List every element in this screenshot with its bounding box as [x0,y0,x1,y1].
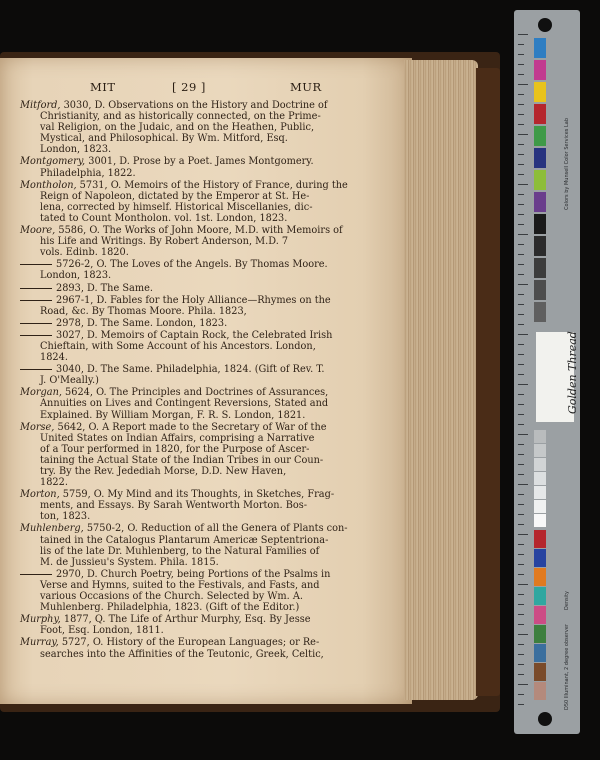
ruler-tick [518,294,524,295]
entry-line [20,375,394,386]
color-swatch [534,302,546,322]
gray-step-swatch [534,444,546,457]
ruler-tick [518,344,524,345]
entry-text: 2970, D. Church Poetry, being Portions of the Psalms in [56,568,331,580]
ruler-tick [518,94,524,95]
ruler-tick [518,504,524,505]
entry-line [20,283,394,294]
entry-line [20,144,394,155]
ruler-tick [518,64,524,65]
ruler-tick [518,654,524,655]
entry-text: try. By the Rev. Jedediah Morse, D.D. New Haven, [40,466,287,477]
entry-text: M. de Jussieu's System. Phila. 1815. [40,556,219,568]
entry-line [20,422,394,433]
entry-text: 1877, Q. The Life of Arthur Murphy, Esq. By Jesse [60,614,311,626]
ruler-tick [518,384,528,385]
ruler-tick [518,284,528,285]
color-swatch [534,148,546,168]
ditto-dash [20,323,52,324]
entry-text: London, 1823. [40,270,112,282]
entry-text: 2967-1, D. Fables for the Holy Alliance—Rhymes on the [56,294,331,306]
target-footer: D50 Illuminant, 2 degree observer [564,624,570,710]
color-swatch [534,682,546,700]
entry-line [20,259,394,270]
entry-line [20,637,394,648]
entry-text: Verse and Hymns, suited to the Festivals, and Fasts, and [40,579,320,591]
entry-text: 5642, O. A Report made to the Secretary of War of the [54,421,327,433]
ruler-tick [518,254,524,255]
catalogue-entry [20,489,394,522]
entry-line [20,500,394,511]
color-swatch [534,587,546,605]
entry-line [20,133,394,144]
ruler-tick [518,564,524,565]
entry-text: 1822. [40,477,68,489]
target-label-box [536,331,579,422]
ditto-dash [20,264,52,265]
entry-line [20,433,394,444]
catalogue-entry [20,330,394,363]
entry-line [20,387,394,398]
header-left: MIT [90,80,116,94]
entry-line [20,295,394,306]
author-name: Morton, [20,489,60,501]
entry-text: lis of the late Dr. Muhlenberg, to the Natural Families of [40,545,320,557]
ruler-tick [518,264,524,265]
entry-line [20,352,394,363]
author-name: Morse, [20,421,55,433]
catalogue-entry [20,225,394,258]
color-swatch [534,82,546,102]
entry-text: his Life and Writings. By Robert Anderson, M.D. 7 [40,236,289,248]
entry-text: Christianity, and as historically connected, on the Prime- [40,111,321,123]
color-swatch [534,549,546,567]
entry-line [20,602,394,613]
catalogue-entry [20,523,394,567]
ruler-tick [518,514,524,515]
color-swatch [534,126,546,146]
entry-line [20,649,394,660]
entry-text: 3040, D. The Same. Philadelphia, 1824. (Gift of Rev. T. [56,364,325,376]
ruler-tick [518,144,524,145]
entry-line [20,318,394,329]
entry-line [20,341,394,352]
entry-text: ments, and Essays. By Sarah Wentworth Morton. Bos- [40,500,308,512]
ruler-tick [518,34,528,35]
entry-line [20,444,394,455]
entry-line [20,191,394,202]
catalogue-entry [20,259,394,281]
entry-text: Foot, Esq. London, 1811. [40,625,164,637]
ruler-tick [518,304,524,305]
ruler-tick [518,474,524,475]
ruler-tick [518,524,524,525]
entry-text: searches into the Affinities of the Teutonic, Greek, Celtic, [40,648,324,660]
gray-step-swatch [534,500,546,513]
ruler-tick [518,634,528,635]
ruler-tick [518,224,524,225]
entry-line [20,306,394,317]
ruler-tick [518,364,524,365]
ruler-tick [518,54,524,55]
gray-step-swatch [534,472,546,485]
entry-text: vols. Edinb. 1820. [40,247,129,259]
color-swatch [534,568,546,586]
ruler-tick [518,424,524,425]
entry-text: London, 1823. [40,144,112,156]
ruler-tick [518,674,524,675]
ruler-tick [518,74,524,75]
entry-line [20,202,394,213]
entry-line [20,122,394,133]
ruler-tick [518,694,524,695]
ruler-scale [518,34,532,714]
ruler-tick [518,194,524,195]
ruler-tick [518,594,524,595]
ruler-tick [518,154,524,155]
entry-line [20,511,394,522]
entry-line [20,523,394,534]
ruler-tick [518,664,524,665]
ruler-tick [518,554,524,555]
entry-line [20,398,394,409]
color-swatch [534,104,546,124]
entry-line [20,455,394,466]
ruler-tick [518,614,524,615]
ruler-tick [518,44,524,45]
ruler-tick [518,334,528,335]
gray-step-swatch [534,430,546,443]
entry-line [20,625,394,636]
entry-line [20,168,394,179]
ditto-dash [20,288,52,289]
color-swatch [534,258,546,278]
entry-line [20,111,394,122]
entry-line [20,489,394,500]
ruler-tick [518,704,524,705]
entry-text: 5727, O. History of the European Languages; or Re- [58,637,320,649]
entry-line [20,557,394,568]
entry-line [20,614,394,625]
entry-line [20,330,394,341]
color-swatch [534,644,546,662]
catalogue-entries [20,100,394,661]
target-label-bottom: Density [564,590,570,610]
running-header [0,80,412,100]
ditto-dash [20,300,52,301]
ruler-tick [518,84,528,85]
color-swatch [534,192,546,212]
entry-text: 5750-2, O. Reduction of all the Genera of Plants con- [83,523,348,535]
entry-text: Mystical, and Philosophical. By Wm. Mitford, Esq. [40,133,288,145]
entry-text: 5726-2, O. The Loves of the Angels. By Thomas Moore. [56,259,328,271]
ruler-tick [518,354,524,355]
ruler-tick [518,394,524,395]
entry-line [20,213,394,224]
ruler-tick [518,374,524,375]
ruler-tick [518,244,524,245]
target-hole-bottom [538,712,552,726]
entry-line [20,236,394,247]
entry-text: 1824. [40,352,68,364]
entry-text: of a Tour performed in 1820, for the Purpose of Ascer- [40,443,310,455]
gray-step-swatch [534,458,546,471]
gray-step-swatch [534,486,546,499]
catalogue-entry [20,422,394,489]
catalogue-entry [20,614,394,636]
ruler-tick [518,544,524,545]
ruler-tick [518,274,524,275]
book-cover-edge [476,68,500,696]
entry-text: Muhlenberg. Philadelphia, 1823. (Gift of the Editor.) [40,602,300,614]
entry-line [20,247,394,258]
color-swatch [534,530,546,548]
entry-text: 3030, D. Observations on the History and Doctrine of [60,100,328,111]
author-name: Morgan, [20,387,62,399]
entry-text: Road, &c. By Thomas Moore. Phila. 1823, [40,305,247,317]
ruler-tick [518,494,524,495]
ruler-tick [518,134,528,135]
entry-line [20,364,394,375]
entry-text: 5731, O. Memoirs of the History of France, during the [76,179,348,191]
author-name: Montholon, [20,179,77,191]
catalogue-entry [20,387,394,420]
entry-text: 2978, D. The Same. London, 1823. [56,317,228,329]
catalogue-entry [20,295,394,317]
ruler-tick [518,534,528,535]
entry-text: Explained. By William Morgan, F. R. S. London, 1821. [40,409,306,421]
page-edges [404,60,478,700]
entry-text: ton, 1823. [40,511,91,523]
ruler-tick [518,324,524,325]
ruler-tick [518,434,528,435]
ditto-dash [20,574,52,575]
entry-text: 2893, D. The Same. [56,282,153,294]
entry-text: Reign of Napoleon, dictated by the Emperor at St. He- [40,190,310,202]
entry-text: lena, corrected by himself. Historical Miscellanies, dic- [40,201,313,213]
color-swatch [534,170,546,190]
entry-line [20,477,394,488]
color-swatch [534,60,546,80]
entry-text: Chieftain, with Some Account of his Ancestors. London, [40,340,316,352]
ruler-tick [518,114,524,115]
color-swatch [534,606,546,624]
color-swatch [534,236,546,256]
entry-line [20,569,394,580]
author-name: Moore, [20,225,56,237]
catalogue-entry [20,569,394,613]
entry-text: Annuities on Lives and Contingent Reversions, Stated and [40,398,329,410]
catalogue-entry [20,318,394,329]
target-label-top: Colors by Munsell Color Services Lab [564,117,570,210]
entry-line [20,410,394,421]
entry-text: 3001, D. Prose by a Poet. James Montgomery. [85,156,314,168]
ruler-tick [518,454,524,455]
ruler-tick [518,204,524,205]
ruler-tick [518,684,528,685]
color-swatch [534,280,546,300]
color-swatch [534,38,546,58]
entry-text: tated to Count Montholon. vol. 1st. London, 1823. [40,212,288,224]
entry-text: United States on Indian Affairs, comprising a Narrative [40,432,315,444]
entry-line [20,225,394,236]
ruler-tick [518,104,524,105]
ruler-tick [518,214,524,215]
header-right: MUR [290,80,322,94]
entry-line [20,270,394,281]
ruler-tick [518,604,524,605]
color-calibration-target [514,10,580,734]
entry-line [20,546,394,557]
entry-text: taining the Actual State of the Indian Tribes in our Coun- [40,454,324,466]
catalogue-entry [20,100,394,155]
ruler-tick [518,484,528,485]
ditto-dash [20,335,52,336]
entry-line [20,156,394,167]
author-name: Murray, [20,637,59,649]
entry-text: 5586, O. The Works of John Moore, M.D. with Memoirs of [55,225,343,237]
gray-step-swatch [534,514,546,527]
catalogue-entry [20,283,394,294]
entry-line [20,591,394,602]
entry-line [20,466,394,477]
target-brand: Golden Thread [566,331,579,414]
ruler-tick [518,444,524,445]
ruler-tick [518,464,524,465]
entry-text: various Occasions of the Church. Selected by Wm. A. [40,591,303,603]
ditto-dash [20,369,52,370]
target-hole-top [538,18,552,32]
entry-text: tained in the Catalogus Plantarum Americæ Septentriona- [40,534,329,546]
color-swatch [534,625,546,643]
entry-text: Philadelphia, 1822. [40,167,136,179]
ruler-tick [518,624,524,625]
entry-line [20,535,394,546]
ruler-tick [518,184,528,185]
entry-text: J. O'Meally.) [40,375,99,387]
ruler-tick [518,584,528,585]
ruler-tick [518,404,524,405]
entry-text: 5759, O. My Mind and its Thoughts, in Sketches, Frag- [59,489,335,501]
entry-line [20,580,394,591]
entry-line [20,180,394,191]
author-name: Mitford, [20,100,61,111]
page-number: [ 29 ] [172,80,206,94]
ruler-tick [518,234,528,235]
catalogue-entry [20,180,394,224]
ruler-tick [518,164,524,165]
author-name: Montgomery, [20,156,86,168]
author-name: Murphy, [20,614,61,626]
entry-text: 3027, D. Memoirs of Captain Rock, the Celebrated Irish [56,329,333,341]
ruler-tick [518,174,524,175]
entry-text: 5624, O. The Principles and Doctrines of Assurances, [61,387,329,399]
catalogue-entry [20,637,394,659]
ruler-tick [518,574,524,575]
color-swatch [534,214,546,234]
entry-text: val Religion, on the Judaic, and on the Heathen, Public, [40,122,315,134]
entry-line [20,100,394,111]
color-swatch [534,663,546,681]
ruler-tick [518,414,524,415]
ruler-tick [518,644,524,645]
catalogue-entry [20,364,394,386]
ruler-tick [518,124,524,125]
author-name: Muhlenberg, [20,523,84,535]
ruler-tick [518,314,524,315]
catalogue-entry [20,156,394,178]
